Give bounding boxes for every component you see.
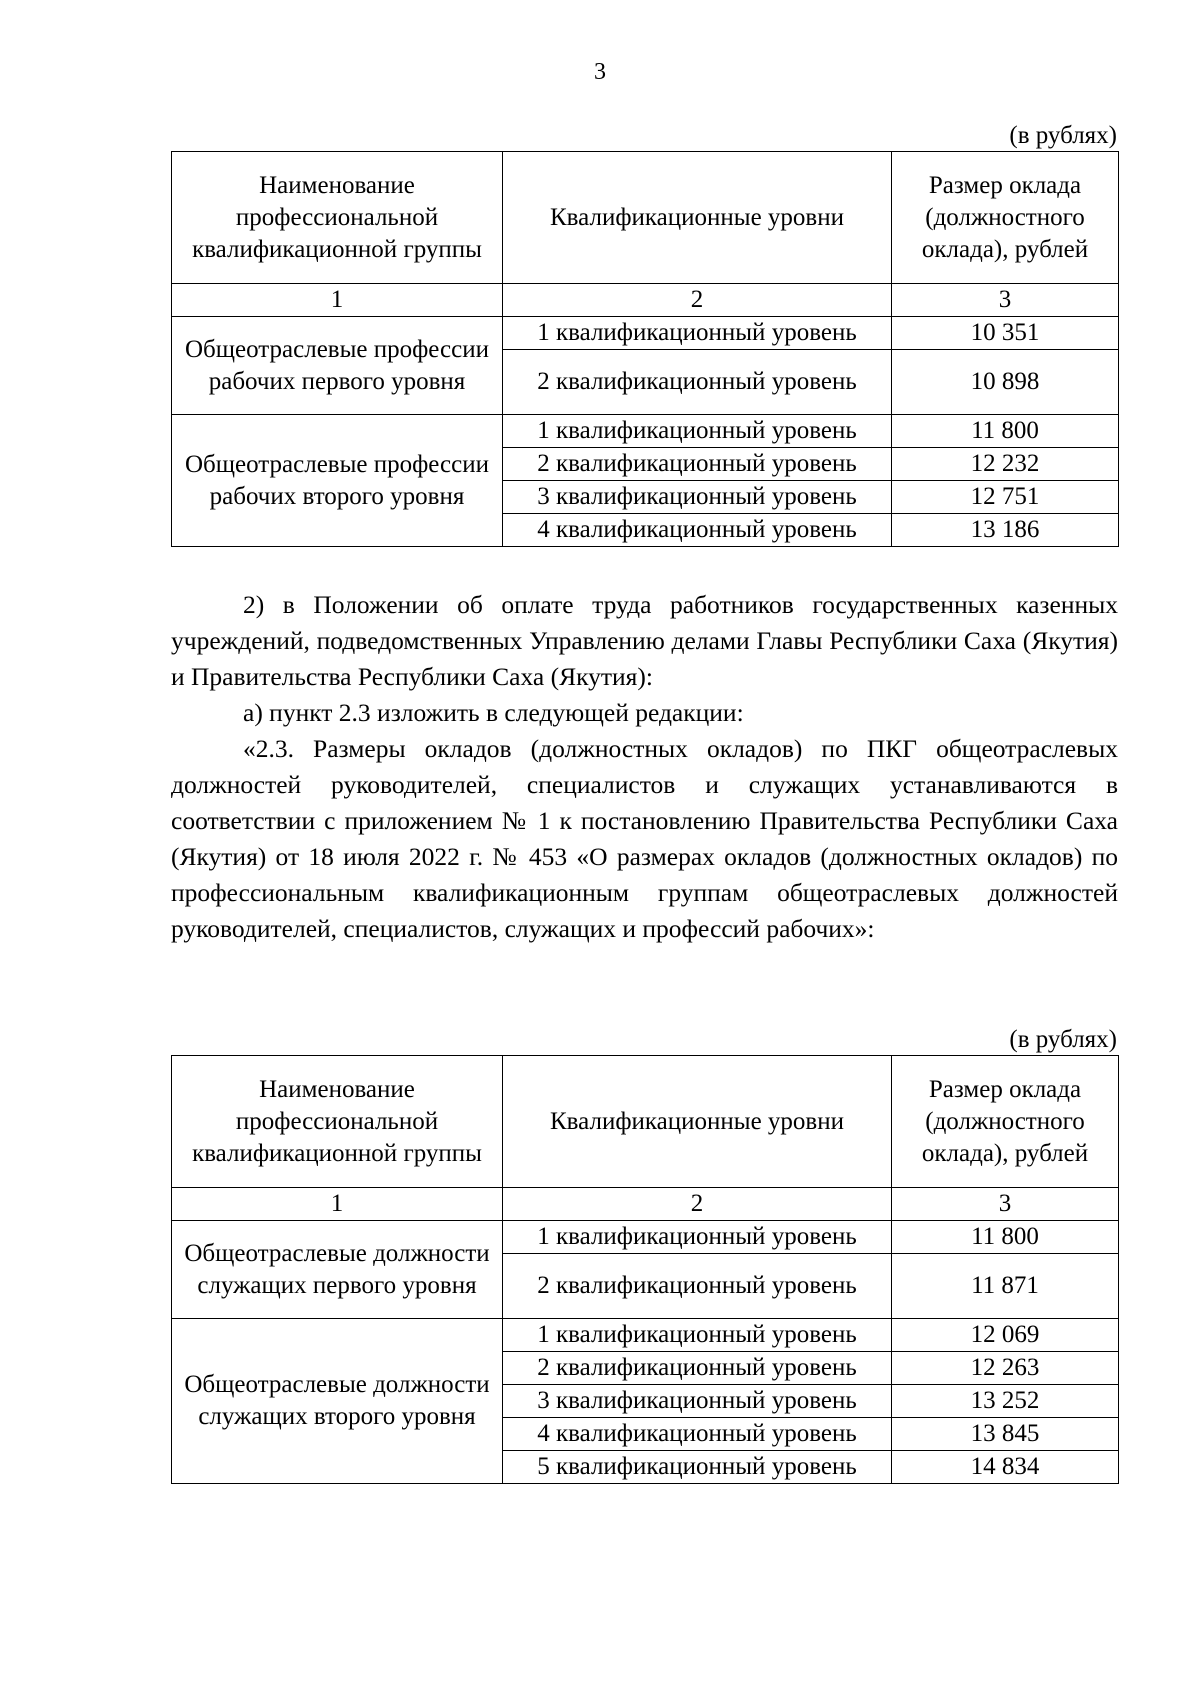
- header-salary: Размер оклада (должностного оклада), рублей: [892, 1056, 1119, 1188]
- salary-cell: 11 800: [892, 415, 1119, 448]
- header-group-name: Наименование профессиональной квалификационной группы: [172, 1056, 503, 1188]
- table-row: [172, 415, 1119, 448]
- level-cell: 4 квалификационный уровень: [503, 514, 892, 547]
- header-levels: Квалификационные уровни: [503, 152, 892, 284]
- group-name: Общеотраслевые профессии рабочих первого уровня: [172, 317, 503, 415]
- level-cell: 4 квалификационный уровень: [503, 1418, 892, 1451]
- header-salary: Размер оклада (должностного оклада), рублей: [892, 152, 1119, 284]
- salary-cell: 11 871: [892, 1254, 1119, 1319]
- level-cell: 3 квалификационный уровень: [503, 1385, 892, 1418]
- level-cell: 1 квалификационный уровень: [503, 1221, 892, 1254]
- table-header-row: [172, 152, 1119, 284]
- salary-cell: 10 351: [892, 317, 1119, 350]
- header-group-name: Наименование профессиональной квалификационной группы: [172, 152, 503, 284]
- group-name: Общеотраслевые должности служащих первого уровня: [172, 1221, 503, 1319]
- table1-unit-label: (в рублях): [1009, 122, 1117, 149]
- salary-cell: 13 845: [892, 1418, 1119, 1451]
- level-cell: 1 квалификационный уровень: [503, 317, 892, 350]
- salary-table-workers: [171, 151, 1119, 547]
- salary-cell: 14 834: [892, 1451, 1119, 1484]
- table-row: [172, 1221, 1119, 1254]
- salary-cell: 12 069: [892, 1319, 1119, 1352]
- column-number: 1: [172, 1188, 503, 1221]
- column-number: 3: [892, 284, 1119, 317]
- salary-cell: 13 186: [892, 514, 1119, 547]
- level-cell: 2 квалификационный уровень: [503, 350, 892, 415]
- level-cell: 2 квалификационный уровень: [503, 448, 892, 481]
- table-row: [172, 1319, 1119, 1352]
- level-cell: 2 квалификационный уровень: [503, 1254, 892, 1319]
- salary-cell: 12 232: [892, 448, 1119, 481]
- salary-table-employees: [171, 1055, 1119, 1484]
- table-number-row: [172, 284, 1119, 317]
- column-number: 1: [172, 284, 503, 317]
- column-number: 2: [503, 1188, 892, 1221]
- table-number-row: [172, 1188, 1119, 1221]
- paragraph: «2.3. Размеры окладов (должностных окладов) по ПКГ общеотраслевых должностей руководителей, специалистов и служащих устанавливаются в соответствии с приложением № 1 к постановлению Правительства Республики Саха (Якутия) от 18 июля 2022 г. № 453 «О размерах окладов (должностных окладов) по профессиональным квалификационным группам общеотраслевых должностей руководителей, специалистов, служащих и профессий рабочих»:: [171, 734, 1118, 943]
- paragraph: 2) в Положении об оплате труда работников государственных казенных учреждений, подведомственных Управлению делами Главы Республики Саха (Якутия) и Правительства Республики Саха (Якутия):: [171, 590, 1118, 691]
- table-row: [172, 317, 1119, 350]
- group-name: Общеотраслевые профессии рабочих второго уровня: [172, 415, 503, 547]
- level-cell: 3 квалификационный уровень: [503, 481, 892, 514]
- body-text: [171, 587, 1118, 947]
- group-name: Общеотраслевые должности служащих второго уровня: [172, 1319, 503, 1484]
- salary-cell: 13 252: [892, 1385, 1119, 1418]
- level-cell: 2 квалификационный уровень: [503, 1352, 892, 1385]
- level-cell: 1 квалификационный уровень: [503, 415, 892, 448]
- salary-cell: 11 800: [892, 1221, 1119, 1254]
- table-header-row: [172, 1056, 1119, 1188]
- paragraph: а) пункт 2.3 изложить в следующей редакции:: [243, 698, 744, 727]
- header-levels: Квалификационные уровни: [503, 1056, 892, 1188]
- salary-cell: 10 898: [892, 350, 1119, 415]
- salary-cell: 12 263: [892, 1352, 1119, 1385]
- level-cell: 5 квалификационный уровень: [503, 1451, 892, 1484]
- column-number: 2: [503, 284, 892, 317]
- column-number: 3: [892, 1188, 1119, 1221]
- table2-unit-label: (в рублях): [1009, 1026, 1117, 1053]
- level-cell: 1 квалификационный уровень: [503, 1319, 892, 1352]
- page-number: 3: [594, 59, 606, 85]
- salary-cell: 12 751: [892, 481, 1119, 514]
